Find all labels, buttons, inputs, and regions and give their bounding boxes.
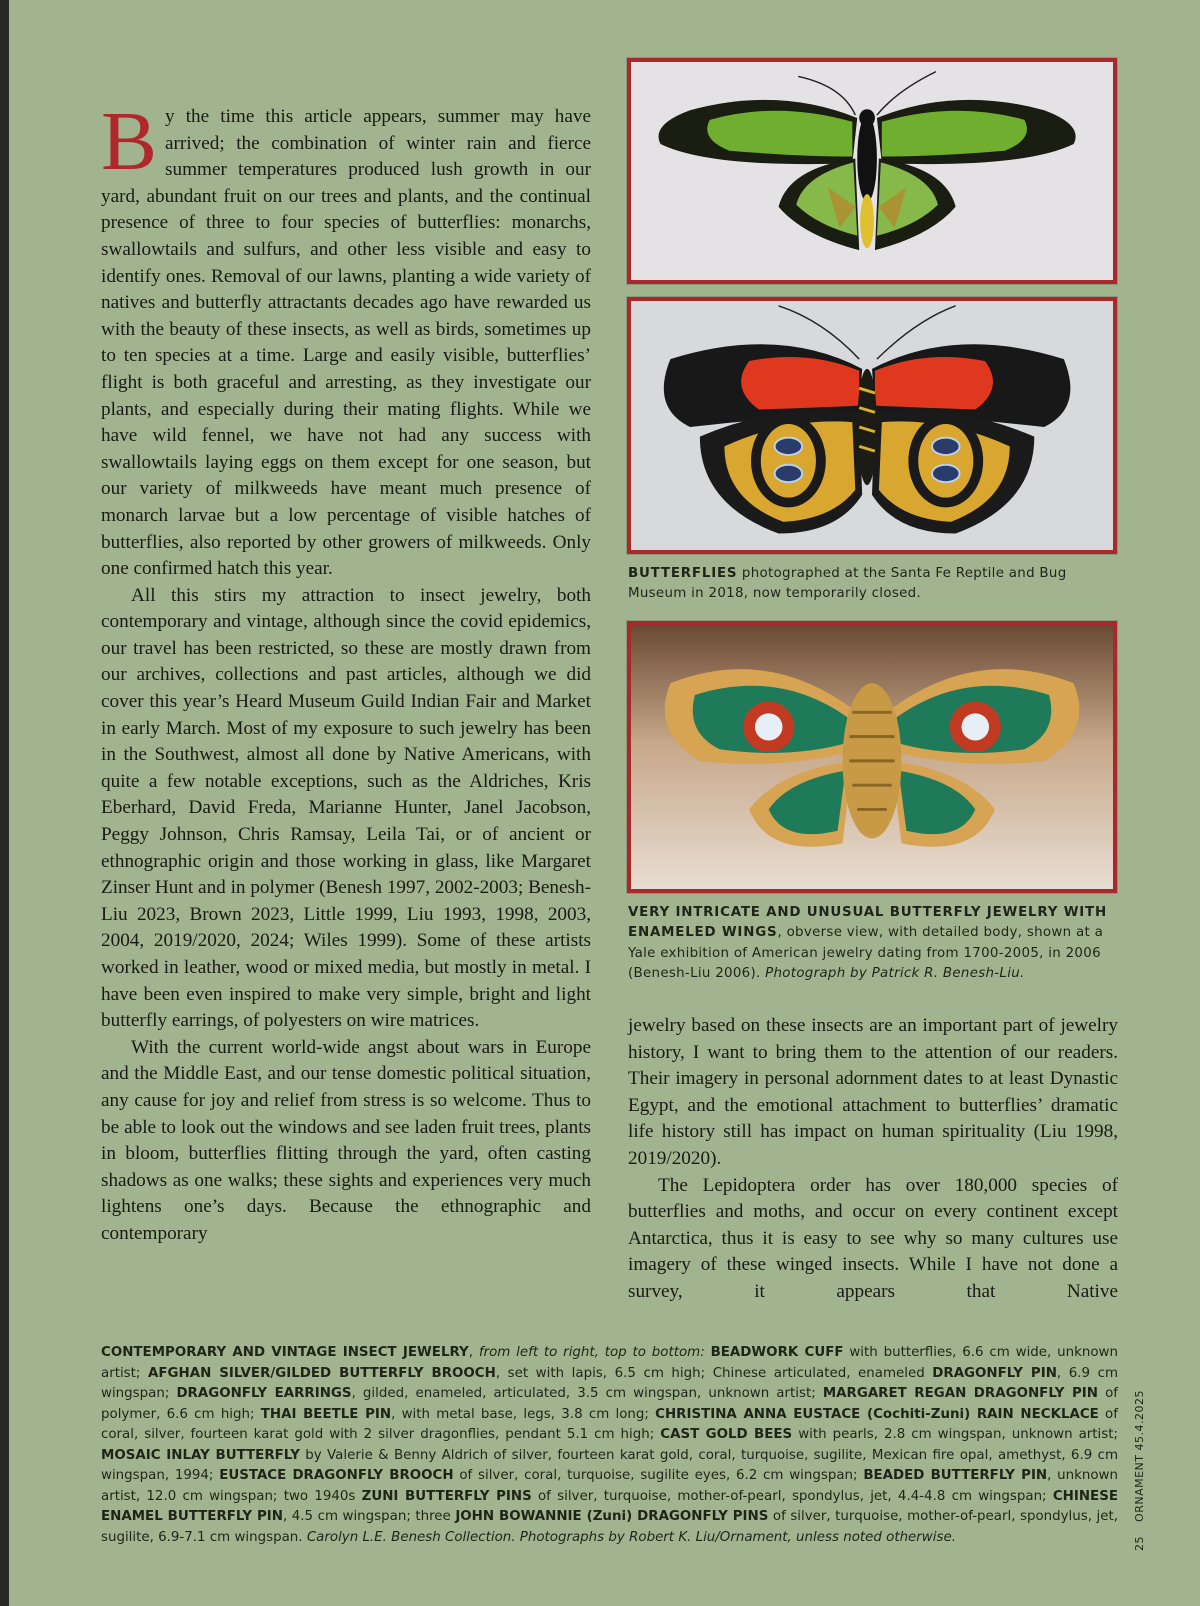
- caption-segment: DRAGONFLY PIN: [932, 1365, 1057, 1381]
- caption-segment: ,: [468, 1345, 479, 1360]
- photo-green-butterfly: [627, 58, 1117, 284]
- caption-jewelry-text: , obverse view, with detailed body, shown at a Yale exhibition of American jewelry dating from 1700-2005, in 2006 (Benesh-Liu 2006).: [628, 925, 1104, 982]
- caption-segment: BEADED BUTTERFLY PIN: [863, 1468, 1048, 1483]
- green-butterfly-illustration: [631, 62, 1113, 280]
- drop-cap: B: [101, 95, 158, 188]
- folio: [1133, 1390, 1146, 1551]
- article-column-right: [628, 1013, 1118, 1306]
- caption-segment: of silver, turquoise, mother-of-pearl, spondylus, jet, 4.4-4.8 cm wingspan;: [531, 1488, 1053, 1504]
- photo-butterfly-jewelry: [627, 621, 1117, 893]
- page-edge-strip: [0, 0, 9, 1606]
- caption-butterflies-text: photographed at the Santa Fe Reptile and Bug Museum in 2018, now temporarily closed.: [628, 566, 1067, 602]
- caption-segment: from left to right, top to bottom:: [478, 1345, 705, 1360]
- caption-segment: CONTEMPORARY AND VINTAGE INSECT JEWELRY: [101, 1345, 469, 1360]
- caption-butterflies: [628, 564, 1118, 605]
- caption-jewelry: [628, 903, 1118, 985]
- caption-segment: with pearls, 2.8 cm wingspan, unknown artist;: [792, 1427, 1118, 1442]
- caption-segment: BEADWORK CUFF: [710, 1345, 844, 1360]
- article-column-left: [101, 95, 591, 1248]
- caption-segment: AFGHAN SILVER/GILDED BUTTERFLY BROOCH: [148, 1365, 496, 1381]
- article-paragraph-1: [101, 95, 591, 583]
- butterfly-jewelry-illustration: [631, 625, 1113, 889]
- magazine-issue: ORNAMENT 45.4.2025: [1133, 1390, 1146, 1522]
- caption-segment: MOSAIC INLAY BUTTERFLY: [101, 1447, 300, 1463]
- caption-segment: , with metal base, legs, 3.8 cm long;: [391, 1406, 656, 1422]
- caption-segment: , unknown artist, 12.0 cm wingspan; two 1940s: [101, 1468, 1118, 1504]
- caption-segment: by Valerie & Benny Aldrich of silver, fourteen karat gold, coral, turquoise, sugilite, Mexican fire opal, amethyst, 6.9 cm wingspan, 1994;: [101, 1447, 1118, 1483]
- caption-segment: of coral, silver, fourteen karat gold with 2 silver dragonflies, pendant 5.1 cm high;: [101, 1406, 1118, 1442]
- patterned-butterfly-illustration: [631, 301, 1113, 550]
- caption-segment: CHINESE ENAMEL BUTTERFLY PIN: [101, 1488, 1118, 1524]
- caption-segment: of silver, turquoise, mother-of-pearl, spondylus, jet, sugilite, 6.9-7.1 cm wingspan.: [101, 1509, 1118, 1545]
- article-paragraph-2: All this stirs my attraction to insect jewelry, both contemporary and vintage, although since the covid epidemics, our travel has been restricted, so these are mostly drawn from our archives, collections and past articles, although we did cover this year’s Heard Museum Guild Indian Fair and Market in early March. Most of my exposure to such jewelry has been in the Southwest, almost all done by Native Americans, with quite a few notable exceptions, such as the Aldriches, Kris Eberhard, David Freda, Marianne Hunter, Janel Jacobson, Peggy Johnson, Chris Ramsay, Leila Tai, or of ancient or ethnographic origin and those working in glass, like Margaret Zinser Hunt and in polymer (Benesh 1997, 2002-2003; Benesh-Liu 2023, Brown 2023, Little 1999, Liu 1993, 1998, 2003, 2004, 2019/2020, 2024; Wiles 1999). Some of these artists worked in leather, wood or mixed media, but mostly in metal. I have been even inspired to make very simple, bright and light butterfly earrings, of polyesters on wire matrices.: [101, 584, 591, 1032]
- caption-segment: CHRISTINA ANNA EUSTACE (Cochiti-Zuni) RAIN NECKLACE: [655, 1406, 1099, 1422]
- caption-segment: THAI BEETLE PIN: [260, 1406, 392, 1422]
- caption-butterflies-title: BUTTERFLIES: [628, 566, 738, 581]
- caption-segment: MARGARET REGAN DRAGONFLY PIN: [822, 1386, 1098, 1401]
- caption-segment: of polymer, 6.6 cm high;: [101, 1386, 1118, 1422]
- page-number: 25: [1133, 1535, 1146, 1551]
- caption-segment: ZUNI BUTTERFLY PINS: [361, 1488, 532, 1504]
- caption-segment: with butterflies, 6.6 cm wide, unknown artist;: [101, 1345, 1118, 1381]
- caption-segment: CAST GOLD BEES: [660, 1427, 793, 1442]
- caption-segment: Carolyn L.E. Benesh Collection. Photographs by Robert K. Liu/Ornament, unless noted otherwise.: [306, 1529, 956, 1545]
- article-paragraph-1-text: y the time this article appears, summer may have arrived; the combination of winter rain and fierce summer temperatures produced lush growth in our yard, abundant fruit on our trees and plants, and the continual presence of three to four species of butterflies: monarchs, swallowtails and sulfurs, and other less visible and easy to identify ones. Removal of our lawns, planting a wide variety of natives and butterfly attractants decades ago have rewarded us with the beauty of these insects, as well as birds, sometimes up to ten species at a time. Large and easily visible, butterflies’ flight is both graceful and arresting, as they investigate our plants, and especially during their mating flights. While we have wild fennel, we have not had any success with swallowtails laying eggs on them except for one season, but our variety of milkweeds have meant much presence of monarch larvae but a low percentage of visible hatches of butterflies, also reported by other growers of milkweeds. Only one confirmed hatch this year.: [101, 106, 591, 580]
- caption-insect-jewelry: [101, 1343, 1118, 1548]
- article-paragraph-3: With the current world-wide angst about wars in Europe and the Middle East, and our tense domestic political situation, any cause for joy and relief from stress is so welcome. Thus to be able to look out the windows and see laden fruit trees, plants in bloom, butterflies flitting through the yard, often casting shadows as one walks; these sights and experiences very much lightens one’s days. Because the ethnographic and contemporary: [101, 1036, 591, 1244]
- photo-patterned-butterfly: [627, 297, 1117, 554]
- caption-segment: DRAGONFLY EARRINGS: [176, 1386, 352, 1401]
- caption-segment: , 6.9 cm wingspan;: [101, 1365, 1118, 1401]
- article-paragraph-5: The Lepidoptera order has over 180,000 species of butterflies and moths, and occur on every continent except Antarctica, thus it is easy to see why so many cultures use imagery of these winged insects. While I have not done a survey, it appears that Native: [628, 1174, 1118, 1302]
- caption-segment: of silver, coral, turquoise, sugilite eyes, 6.2 cm wingspan;: [453, 1468, 864, 1483]
- caption-segment: , 4.5 cm wingspan; three: [282, 1509, 456, 1524]
- caption-jewelry-credit: Photograph by Patrick R. Benesh-Liu.: [765, 966, 1025, 982]
- article-paragraph-4: jewelry based on these insects are an important part of jewelry history, I want to bring them to the attention of our readers. Their imagery in personal adornment dates to at least Dynastic Egypt, and the emotional attachment to butterflies’ dramatic life history still has impact on human spirituality (Liu 1998, 2019/2020).: [628, 1015, 1118, 1169]
- caption-segment: , set with lapis, 6.5 cm high; Chinese articulated, enameled: [495, 1365, 933, 1381]
- caption-jewelry-title: VERY INTRICATE AND UNUSUAL BUTTERFLY JEWELRY WITH ENAMELED WINGS: [628, 905, 1107, 941]
- caption-segment: , gilded, enameled, articulated, 3.5 cm wingspan, unknown artist;: [351, 1386, 823, 1401]
- caption-segment: JOHN BOWANNIE (Zuni) DRAGONFLY PINS: [455, 1509, 769, 1524]
- caption-segment: EUSTACE DRAGONFLY BROOCH: [219, 1468, 454, 1483]
